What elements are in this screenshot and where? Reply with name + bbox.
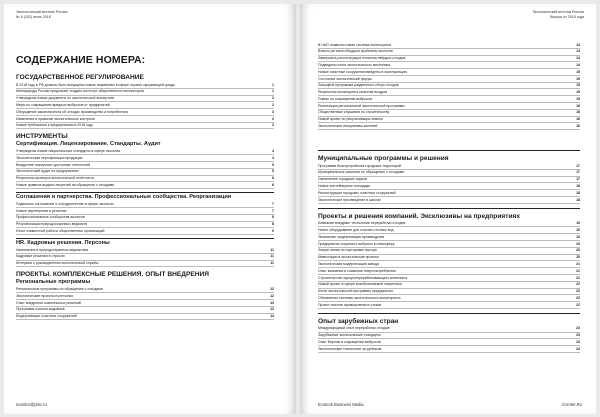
toc-entry-title: Экологические инициативы жителей xyxy=(318,123,378,128)
toc-entry-title: Профессиональные сообщества экологов xyxy=(16,215,85,220)
toc-entry xyxy=(318,62,580,69)
toc-entry xyxy=(16,169,274,176)
right-footer-right: iCenter.Ru xyxy=(562,402,582,407)
toc-entry-title: Изменения в правилах экологического контроля xyxy=(16,116,95,121)
toc-entry xyxy=(16,286,274,293)
toc-entry-title: Компании внедряют технологии переработки отходов xyxy=(318,221,406,226)
toc-section xyxy=(318,150,580,204)
toc-entry-page: 18 xyxy=(576,183,580,188)
toc-entry-page: 5 xyxy=(272,162,274,167)
toc-entry xyxy=(318,89,580,96)
toc-entry-page: 19 xyxy=(576,221,580,226)
toc-entry-page: 8 xyxy=(272,215,274,220)
toc-entry xyxy=(16,182,274,189)
toc-entry-title: Программа благоустройства городских территорий xyxy=(318,163,401,168)
toc-entry-page: 22 xyxy=(576,289,580,294)
toc-entry-title: Кадровые решения в отрасли xyxy=(16,254,65,259)
toc-entry-title: Региональные программы по обращению с отходами xyxy=(16,287,103,291)
section-subtitle: Соглашения и партнерства. Профессиональные сообщества. Реорганизации xyxy=(16,192,274,201)
toc-entry-title: Экологическое просвещение в школах xyxy=(318,197,381,202)
toc-entry-title: Утверждены новые национальные стандарты в сфере экологии xyxy=(16,149,121,154)
toc-entry-page: 19 xyxy=(576,228,580,233)
section-subtitle: Сертификация. Лицензирование. Стандарты. Аудит xyxy=(16,141,161,148)
right-contents-top xyxy=(318,42,580,130)
toc-entry xyxy=(16,109,274,116)
toc-entry-title: Новый проект по рекультивации земель xyxy=(318,117,384,122)
left-header-line: Экологический вестник России xyxy=(16,10,68,14)
toc-entry-page: 6 xyxy=(272,182,274,187)
toc-entry-title: Проект очистки промышленных стоков xyxy=(318,302,382,307)
toc-section xyxy=(16,238,274,267)
section-title: Опыт зарубежных стран xyxy=(318,317,399,325)
toc-entry-page: 16 xyxy=(576,103,580,108)
contents-title: СОДЕРЖАНИЕ НОМЕРА: xyxy=(16,54,146,66)
toc-entry-title: Результаты мониторинга качества воздуха xyxy=(318,90,388,95)
toc-entry-title: Состоялся экологический форум xyxy=(318,76,372,81)
toc-entry-title: Международный опыт переработки отходов xyxy=(318,326,390,331)
toc-entry-title: Опыт внедрения комплексных решений xyxy=(16,300,81,305)
toc-entry-page: 8 xyxy=(272,222,274,227)
left-header xyxy=(16,10,68,19)
toc-entry xyxy=(318,255,580,262)
toc-entry-title: Обсуждение законопроекта об отходах производства и потребления xyxy=(16,109,128,114)
toc-entry xyxy=(16,148,274,155)
toc-entry-title: Новые партнёрства в регионах xyxy=(16,208,67,213)
toc-entry-page: 24 xyxy=(576,346,580,351)
toc-section xyxy=(16,192,274,235)
toc-entry-title: Реорганизация природоохранных ведомств xyxy=(16,222,87,227)
toc-entry xyxy=(318,346,580,353)
toc-entry-page: 14 xyxy=(576,56,580,61)
toc-entry-title: Опыт Европы в сокращении выбросов xyxy=(318,340,381,344)
toc-entry-title: Запущена программа раздельного сбора отходов xyxy=(318,83,399,88)
toc-entry-page: 20 xyxy=(576,241,580,246)
toc-entry-page: 9 xyxy=(272,228,274,233)
toc-entry xyxy=(318,96,580,103)
toc-entry-title: Итоги совместной работы общественных организаций xyxy=(16,228,105,233)
toc-entry-page: 15 xyxy=(576,90,580,95)
section-title: ГОСУДАРСТВЕННОЕ РЕГУЛИРОВАНИЕ xyxy=(16,74,144,81)
toc-entry-title: Подведены итоги экологического месячника xyxy=(318,62,391,67)
toc-entry xyxy=(318,83,580,90)
toc-entry-page: 17 xyxy=(576,170,580,175)
toc-entry-page: 4 xyxy=(272,155,274,160)
toc-entry-title: Экологические технологии за рубежом xyxy=(318,346,382,351)
toc-entry xyxy=(16,176,274,183)
toc-entry xyxy=(318,163,580,170)
toc-entry-page: 1 xyxy=(272,89,274,94)
toc-entry-title: Внедрение наилучших доступных технологий xyxy=(16,162,91,167)
toc-entry xyxy=(16,102,274,109)
toc-entry-title: В 2018 году в РФ должны быть выпущены новые нормативы в сфере охраны окружающей среды xyxy=(16,82,175,87)
toc-entry-page: 15 xyxy=(576,83,580,88)
section-rule xyxy=(318,208,580,209)
toc-entry-title: Опыт компании в снижении энергопотребления xyxy=(318,268,396,273)
toc-entry-title: Меры по сокращению вредных выбросов от предприятий xyxy=(16,102,110,107)
toc-entry-title: Эксклюзив: модернизация производства xyxy=(318,234,385,239)
toc-entry-page: 21 xyxy=(576,261,580,266)
right-header-line: Выпуск от 2018 года xyxy=(550,14,584,19)
section-subtitle: Региональные программы xyxy=(16,279,91,286)
toc-entry xyxy=(318,261,580,268)
toc-entry-title: Реализация региональной экологической программы xyxy=(318,103,405,108)
toc-entry-page: 11 xyxy=(270,261,274,266)
toc-entry-title: Озеленение городских парков xyxy=(318,177,367,182)
toc-entry-title: Зарубежные экологические стандарты xyxy=(318,333,381,338)
toc-entry-page: 13 xyxy=(270,300,274,305)
section-rule xyxy=(318,150,580,151)
right-page xyxy=(300,4,596,414)
toc-entry-title: Новое оборудование для очистки сточных вод xyxy=(318,228,394,233)
left-page xyxy=(4,4,296,414)
toc-entry xyxy=(16,300,274,307)
left-footer: monitor@ptsc.ru xyxy=(16,402,47,407)
toc-entry xyxy=(318,302,580,309)
right-contents-bottom xyxy=(318,146,580,356)
toc-section xyxy=(16,74,274,129)
right-footer-left: Ecoteck Business Media xyxy=(318,402,364,407)
toc-entry xyxy=(318,103,580,110)
toc-entry-page: 13 xyxy=(270,307,274,312)
toc-entry xyxy=(318,197,580,204)
right-header-line: Экологический вестник России xyxy=(532,10,584,14)
toc-entry xyxy=(318,248,580,255)
toc-entry-page: 21 xyxy=(576,268,580,273)
toc-entry-page: 16 xyxy=(576,123,580,128)
toc-entry-page: 17 xyxy=(576,177,580,182)
toc-entry xyxy=(318,275,580,282)
toc-entry-title: Новые правила выдачи лицензий на обращение с отходами xyxy=(16,182,115,187)
toc-entry xyxy=(16,123,274,130)
toc-entry-page: 23 xyxy=(576,333,580,338)
toc-entry-page: 2 xyxy=(272,96,274,101)
toc-entry xyxy=(318,56,580,63)
toc-entry-title: Новые требования к предприятиям в 2018 году xyxy=(16,123,93,128)
left-header-line: № 6 (152) июнь 2018 xyxy=(16,14,51,19)
toc-entry-title: Завершена реконструкция полигона твёрдых отходов xyxy=(318,56,406,61)
toc-entry xyxy=(318,326,580,333)
section-title: ИНСТРУМЕНТЫ xyxy=(16,133,68,141)
toc-section xyxy=(318,208,580,309)
toc-entry-page: 14 xyxy=(576,49,580,54)
toc-section xyxy=(16,133,274,189)
toc-entry xyxy=(318,177,580,184)
toc-entry-title: Предприятие сократило выбросы в атмосферу xyxy=(318,241,395,246)
toc-entry-page: 7 xyxy=(272,208,274,213)
toc-entry-page: 22 xyxy=(576,282,580,287)
toc-entry-title: Экологические проекты в регионах xyxy=(16,293,74,298)
toc-entry xyxy=(318,221,580,228)
toc-entry-page: 3 xyxy=(272,116,274,121)
toc-entry-title: В НАО появится новая система мониторинга xyxy=(318,42,392,47)
toc-entry-page: 14 xyxy=(270,314,274,319)
toc-entry xyxy=(16,228,274,235)
toc-entry xyxy=(318,282,580,289)
toc-entry-page: 20 xyxy=(576,248,580,253)
left-contents-column xyxy=(16,70,274,323)
toc-entry-page: 23 xyxy=(576,326,580,331)
toc-entry-title: Инвестиции в экологические проекты xyxy=(318,255,380,260)
toc-entry-title: Общественные слушания по строительству xyxy=(318,110,390,115)
toc-entry-page: 16 xyxy=(576,110,580,115)
toc-entry-title: Новый проект в сфере возобновляемой энергетики xyxy=(318,282,402,287)
toc-entry-title: Минприроды России предлагает создать институт общественных инспекторов xyxy=(16,89,144,94)
toc-entry-page: 1 xyxy=(272,82,274,87)
toc-entry-page: 18 xyxy=(576,197,580,202)
toc-entry-title: Запуск линии по сортировке мусора xyxy=(318,248,377,253)
toc-entry xyxy=(318,268,580,275)
toc-entry-page: 19 xyxy=(576,234,580,239)
toc-entry-title: Обновление системы экологического мониторинга xyxy=(318,295,401,300)
toc-entry-page: 22 xyxy=(576,302,580,307)
toc-entry-page: 22 xyxy=(576,295,580,300)
toc-entry-page: 3 xyxy=(272,109,274,114)
toc-entry-title: Назначения в природоохранных ведомствах xyxy=(16,247,89,252)
toc-entry xyxy=(318,49,580,56)
section-title: Проекты и решения компаний. Эксклюзивы на предприятиях xyxy=(318,212,521,220)
toc-entry xyxy=(318,170,580,177)
toc-entry-page: 14 xyxy=(576,42,580,47)
toc-entry-title: Экологическая модернизация завода xyxy=(318,261,379,266)
toc-entry-title: Программа очистки водоёмов xyxy=(16,307,65,312)
toc-entry xyxy=(16,162,274,169)
section-title: ПРОЕКТЫ. КОМПЛЕКСНЫЕ РЕШЕНИЯ. ОПЫТ ВНЕДРЕНИЯ xyxy=(16,271,210,279)
toc-entry-title: Реконструкция городских очистных сооружений xyxy=(318,190,396,195)
toc-entry-page: 12 xyxy=(270,293,274,298)
toc-entry-title: Новые очистные сооружения введены в эксплуатацию xyxy=(318,69,408,74)
toc-entry-page: 7 xyxy=(272,201,274,206)
toc-entry xyxy=(318,69,580,76)
toc-entry xyxy=(16,307,274,314)
toc-entry-page: 17 xyxy=(576,163,580,168)
toc-entry xyxy=(318,110,580,117)
section-rule xyxy=(318,313,580,314)
toc-entry-title: Результаты проверок экологической отчётности xyxy=(16,176,94,181)
toc-section xyxy=(318,313,580,353)
toc-entry xyxy=(318,190,580,197)
toc-entry xyxy=(16,222,274,229)
toc-entry-title: Модернизация очистных сооружений xyxy=(16,314,77,319)
toc-entry-page: 15 xyxy=(576,76,580,81)
toc-entry xyxy=(16,254,274,261)
toc-entry xyxy=(318,76,580,83)
toc-entry-page: 16 xyxy=(576,117,580,122)
toc-entry xyxy=(318,234,580,241)
toc-entry xyxy=(318,227,580,234)
toc-entry-page: 23 xyxy=(576,340,580,344)
toc-entry-title: Интервью с руководителем экологической службы xyxy=(16,261,99,266)
toc-entry-page: 21 xyxy=(576,275,580,280)
toc-entry-title: Экологический аудит на предприятиях xyxy=(16,169,79,174)
toc-entry xyxy=(16,215,274,222)
toc-entry xyxy=(16,208,274,215)
toc-entry-page: 5 xyxy=(272,169,274,174)
toc-entry-title: Итоги экологической программы предприятия xyxy=(318,289,393,294)
toc-entry xyxy=(16,89,274,96)
toc-entry-page: 4 xyxy=(272,149,274,154)
toc-entry xyxy=(16,82,274,89)
section-subtitle: HR. Кадровые решения. Персоны xyxy=(16,238,274,247)
toc-entry-title: Подписано соглашение о сотрудничестве в сфере экологии xyxy=(16,201,114,206)
toc-entry xyxy=(16,314,274,321)
toc-entry xyxy=(318,117,580,124)
toc-entry xyxy=(318,123,580,130)
toc-entry-title: Экологическая сертификация продукции xyxy=(16,155,83,160)
toc-section xyxy=(16,271,274,320)
right-header xyxy=(532,10,584,19)
toc-entry-title: Строительство мусороперерабатывающего комплекса xyxy=(318,275,408,280)
toc-entry-page: 11 xyxy=(270,247,274,252)
toc-entry xyxy=(16,247,274,254)
toc-entry-page: 2 xyxy=(272,102,274,107)
toc-entry-title: Утверждены новые документы по экологической экспертизе xyxy=(16,96,115,101)
toc-entry-page: 12 xyxy=(270,287,274,291)
toc-entry xyxy=(318,339,580,346)
toc-entry-page: 15 xyxy=(576,96,580,101)
toc-entry xyxy=(16,293,274,300)
section-title: Муниципальные программы и решения xyxy=(318,155,449,162)
toc-entry xyxy=(16,116,274,123)
toc-entry xyxy=(16,96,274,103)
toc-entry xyxy=(318,333,580,340)
toc-entry xyxy=(16,261,274,268)
toc-entry-page: 11 xyxy=(270,254,274,259)
toc-entry-page: 18 xyxy=(576,190,580,195)
toc-entry xyxy=(318,183,580,190)
toc-entry xyxy=(318,42,580,49)
toc-entry xyxy=(16,201,274,208)
toc-entry xyxy=(318,295,580,302)
toc-entry-title: Новые контейнерные площадки xyxy=(318,183,371,188)
toc-entry xyxy=(318,289,580,296)
toc-entry-page: 15 xyxy=(576,69,580,74)
toc-entry-page: 3 xyxy=(272,123,274,128)
toc-entry xyxy=(318,241,580,248)
toc-entry-page: 14 xyxy=(576,62,580,67)
toc-entry-title: Власти региона обсудили проблемы экологии xyxy=(318,49,393,54)
toc-entry-title: Планы по сокращению выбросов xyxy=(318,96,373,101)
toc-entry-title: Муниципальные решения по обращению с отходами xyxy=(318,170,405,175)
toc-entry-page: 6 xyxy=(272,176,274,181)
toc-entry-page: 20 xyxy=(576,255,580,260)
toc-entry xyxy=(16,155,274,162)
